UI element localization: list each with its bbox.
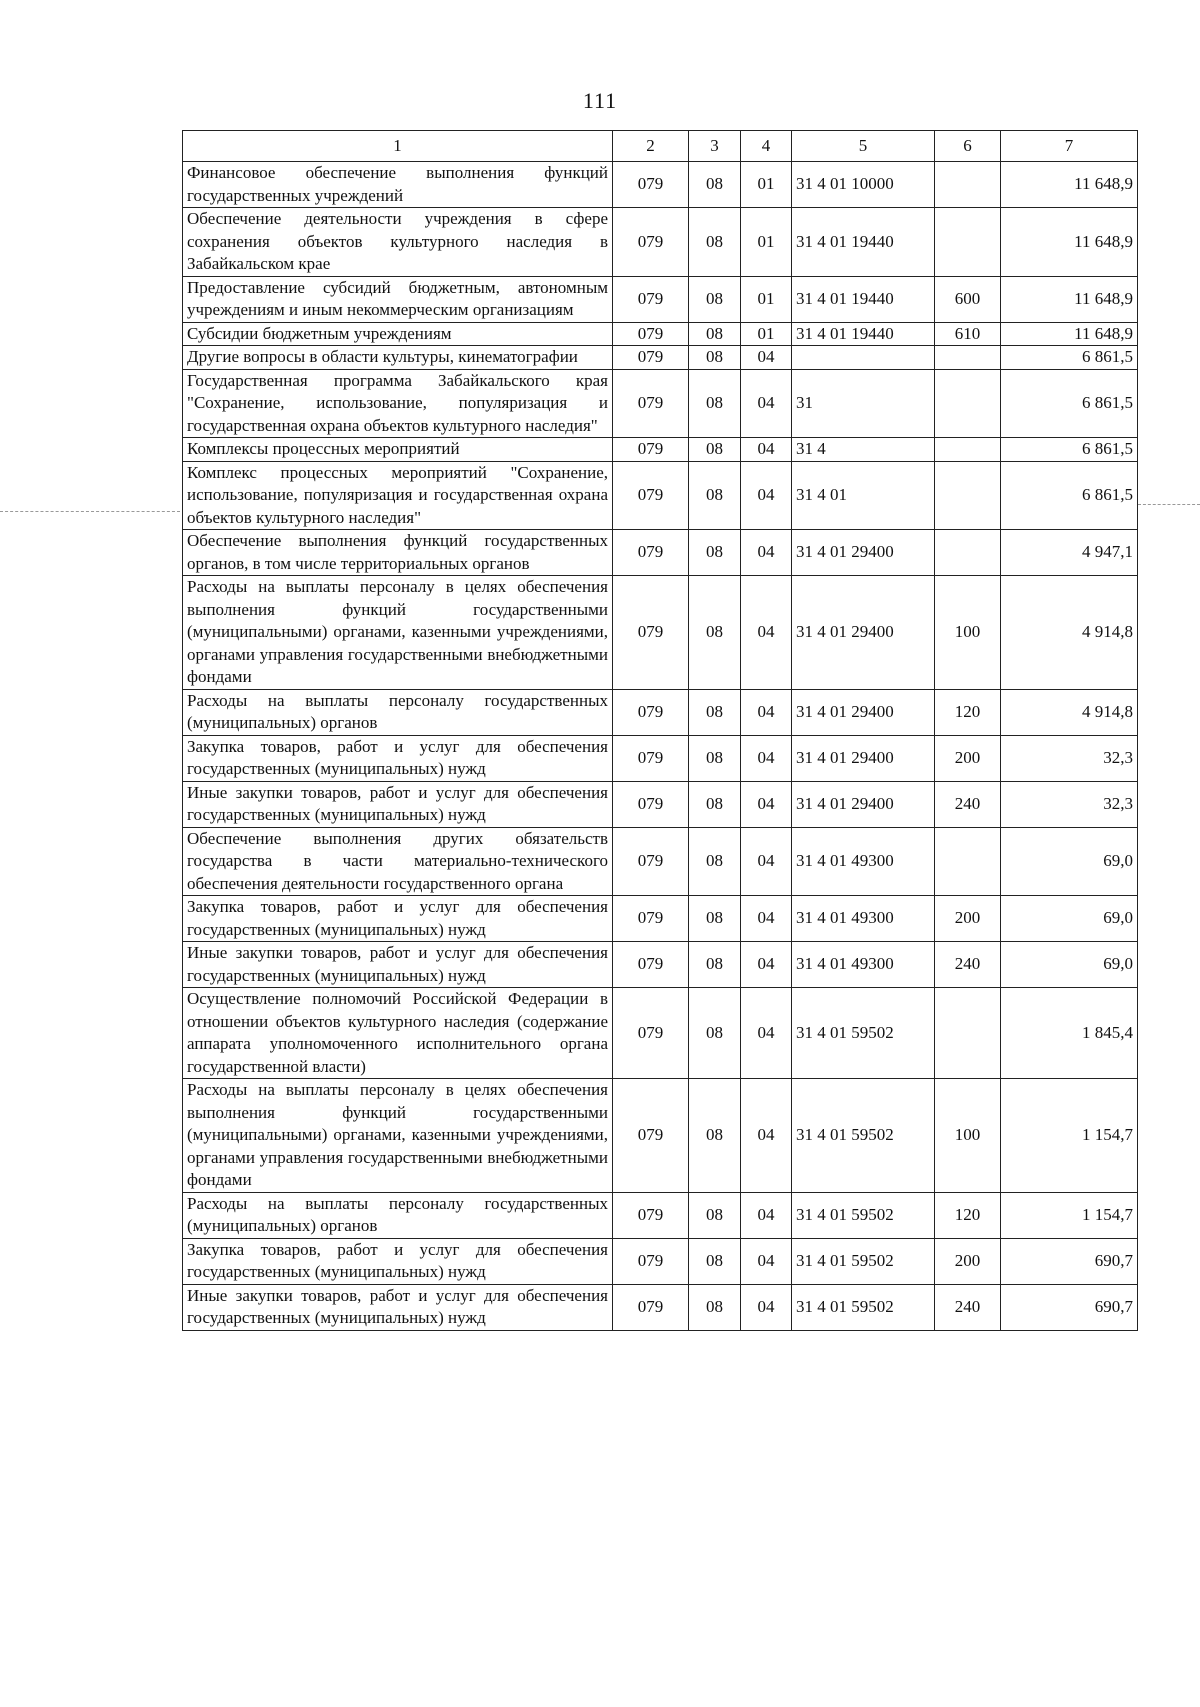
row-name: Государственная программа Забайкальского края "Сохранение, использование, популяризация и государственная охрана объектов культурного наследия" [183, 369, 613, 438]
row-subsection: 01 [741, 208, 792, 277]
row-amount: 6 861,5 [1001, 346, 1138, 370]
row-amount: 6 861,5 [1001, 369, 1138, 438]
row-name: Закупка товаров, работ и услуг для обеспечения государственных (муниципальных) нужд [183, 735, 613, 781]
row-amount: 4 914,8 [1001, 689, 1138, 735]
row-name: Осуществление полномочий Российской Федерации в отношении объектов культурного наследия (содержание аппарата уполномоченного исполнительного органа государственной власти) [183, 988, 613, 1079]
row-section: 08 [689, 208, 741, 277]
row-name: Комплекс процессных мероприятий "Сохранение, использование, популяризация и государственная охрана объектов культурного наследия" [183, 461, 613, 530]
row-expense-type: 600 [935, 276, 1001, 322]
row-target-article: 31 4 01 59502 [792, 1079, 935, 1193]
row-target-article: 31 4 01 29400 [792, 781, 935, 827]
column-header: 7 [1001, 131, 1138, 162]
row-expense-type [935, 827, 1001, 896]
row-amount: 32,3 [1001, 735, 1138, 781]
row-admin-code: 079 [613, 1238, 689, 1284]
column-header: 5 [792, 131, 935, 162]
row-admin-code: 079 [613, 276, 689, 322]
row-admin-code: 079 [613, 1284, 689, 1330]
row-subsection: 04 [741, 1238, 792, 1284]
row-target-article: 31 [792, 369, 935, 438]
table-row [183, 276, 1138, 322]
table-row [183, 1192, 1138, 1238]
row-expense-type: 240 [935, 781, 1001, 827]
row-expense-type [935, 162, 1001, 208]
row-section: 08 [689, 942, 741, 988]
row-subsection: 04 [741, 576, 792, 690]
row-admin-code: 079 [613, 896, 689, 942]
row-subsection: 04 [741, 438, 792, 462]
row-name: Комплексы процессных мероприятий [183, 438, 613, 462]
row-amount: 6 861,5 [1001, 438, 1138, 462]
row-amount: 6 861,5 [1001, 461, 1138, 530]
row-amount: 4 914,8 [1001, 576, 1138, 690]
row-amount: 1 845,4 [1001, 988, 1138, 1079]
row-expense-type: 240 [935, 1284, 1001, 1330]
table-row [183, 896, 1138, 942]
row-name: Финансовое обеспечение выполнения функций государственных учреждений [183, 162, 613, 208]
row-amount: 11 648,9 [1001, 276, 1138, 322]
row-expense-type [935, 461, 1001, 530]
row-target-article: 31 4 01 29400 [792, 576, 935, 690]
row-expense-type [935, 369, 1001, 438]
table-row [183, 162, 1138, 208]
row-section: 08 [689, 276, 741, 322]
table-row [183, 438, 1138, 462]
row-amount: 69,0 [1001, 827, 1138, 896]
row-admin-code: 079 [613, 576, 689, 690]
row-name: Предоставление субсидий бюджетным, автономным учреждениям и иным некоммерческим организациям [183, 276, 613, 322]
row-expense-type: 610 [935, 322, 1001, 346]
row-subsection: 04 [741, 689, 792, 735]
row-target-article: 31 4 01 19440 [792, 208, 935, 277]
row-admin-code: 079 [613, 461, 689, 530]
row-section: 08 [689, 689, 741, 735]
row-target-article: 31 4 01 19440 [792, 322, 935, 346]
row-section: 08 [689, 1238, 741, 1284]
table-row [183, 1079, 1138, 1193]
row-admin-code: 079 [613, 689, 689, 735]
row-subsection: 01 [741, 322, 792, 346]
row-admin-code: 079 [613, 988, 689, 1079]
table-row [183, 988, 1138, 1079]
row-subsection: 04 [741, 735, 792, 781]
row-expense-type [935, 438, 1001, 462]
row-target-article: 31 4 01 49300 [792, 827, 935, 896]
row-subsection: 04 [741, 896, 792, 942]
row-admin-code: 079 [613, 162, 689, 208]
scan-artifact-line-left [0, 511, 180, 512]
row-target-article: 31 4 01 59502 [792, 1284, 935, 1330]
table-row [183, 346, 1138, 370]
row-subsection: 04 [741, 530, 792, 576]
row-name: Обеспечение выполнения функций государственных органов, в том числе территориальных органов [183, 530, 613, 576]
row-target-article: 31 4 01 59502 [792, 988, 935, 1079]
table-row [183, 1238, 1138, 1284]
row-admin-code: 079 [613, 827, 689, 896]
row-section: 08 [689, 1192, 741, 1238]
column-header: 2 [613, 131, 689, 162]
row-section: 08 [689, 1079, 741, 1193]
table-row [183, 942, 1138, 988]
row-subsection: 01 [741, 162, 792, 208]
row-expense-type [935, 988, 1001, 1079]
table-row [183, 827, 1138, 896]
table-row [183, 208, 1138, 277]
row-admin-code: 079 [613, 322, 689, 346]
row-admin-code: 079 [613, 1079, 689, 1193]
row-subsection: 04 [741, 942, 792, 988]
row-name: Расходы на выплаты персоналу в целях обеспечения выполнения функций государственными (муниципальными) органами, казенными учреждениями, органами управления государственными внебюджетными фондами [183, 576, 613, 690]
table-row [183, 689, 1138, 735]
table-row [183, 1284, 1138, 1330]
row-expense-type: 120 [935, 1192, 1001, 1238]
row-target-article: 31 4 01 29400 [792, 530, 935, 576]
row-target-article: 31 4 01 59502 [792, 1192, 935, 1238]
row-subsection: 04 [741, 346, 792, 370]
row-admin-code: 079 [613, 530, 689, 576]
table-row [183, 735, 1138, 781]
row-subsection: 04 [741, 369, 792, 438]
row-expense-type: 100 [935, 576, 1001, 690]
row-admin-code: 079 [613, 942, 689, 988]
row-section: 08 [689, 735, 741, 781]
row-target-article: 31 4 01 59502 [792, 1238, 935, 1284]
row-amount: 69,0 [1001, 896, 1138, 942]
row-admin-code: 079 [613, 369, 689, 438]
row-section: 08 [689, 896, 741, 942]
row-section: 08 [689, 369, 741, 438]
row-admin-code: 079 [613, 1192, 689, 1238]
row-expense-type: 100 [935, 1079, 1001, 1193]
row-name: Субсидии бюджетным учреждениям [183, 322, 613, 346]
row-target-article: 31 4 [792, 438, 935, 462]
row-amount: 1 154,7 [1001, 1192, 1138, 1238]
budget-table [182, 130, 1138, 1331]
table-row [183, 530, 1138, 576]
table-row [183, 461, 1138, 530]
row-amount: 69,0 [1001, 942, 1138, 988]
row-amount: 690,7 [1001, 1238, 1138, 1284]
row-section: 08 [689, 827, 741, 896]
row-subsection: 04 [741, 1192, 792, 1238]
row-target-article: 31 4 01 49300 [792, 942, 935, 988]
row-admin-code: 079 [613, 346, 689, 370]
row-target-article: 31 4 01 29400 [792, 735, 935, 781]
row-expense-type [935, 346, 1001, 370]
row-subsection: 04 [741, 461, 792, 530]
row-name: Закупка товаров, работ и услуг для обеспечения государственных (муниципальных) нужд [183, 896, 613, 942]
row-name: Расходы на выплаты персоналу государственных (муниципальных) органов [183, 1192, 613, 1238]
row-expense-type: 120 [935, 689, 1001, 735]
row-admin-code: 079 [613, 781, 689, 827]
row-expense-type: 200 [935, 896, 1001, 942]
row-name: Обеспечение деятельности учреждения в сфере сохранения объектов культурного наследия в Забайкальском крае [183, 208, 613, 277]
row-expense-type: 200 [935, 735, 1001, 781]
row-section: 08 [689, 530, 741, 576]
row-name: Расходы на выплаты персоналу в целях обеспечения выполнения функций государственными (муниципальными) органами, казенными учреждениями, органами управления государственными внебюджетными фондами [183, 1079, 613, 1193]
row-name: Иные закупки товаров, работ и услуг для обеспечения государственных (муниципальных) нужд [183, 1284, 613, 1330]
table-row [183, 322, 1138, 346]
row-section: 08 [689, 162, 741, 208]
row-section: 08 [689, 781, 741, 827]
column-header: 4 [741, 131, 792, 162]
row-admin-code: 079 [613, 735, 689, 781]
row-section: 08 [689, 1284, 741, 1330]
table-row [183, 369, 1138, 438]
row-name: Иные закупки товаров, работ и услуг для обеспечения государственных (муниципальных) нужд [183, 942, 613, 988]
column-header: 6 [935, 131, 1001, 162]
row-target-article: 31 4 01 49300 [792, 896, 935, 942]
row-target-article [792, 346, 935, 370]
row-admin-code: 079 [613, 438, 689, 462]
row-name: Расходы на выплаты персоналу государственных (муниципальных) органов [183, 689, 613, 735]
column-header-row [183, 131, 1138, 162]
row-name: Другие вопросы в области культуры, кинематографии [183, 346, 613, 370]
row-subsection: 04 [741, 827, 792, 896]
row-subsection: 01 [741, 276, 792, 322]
row-target-article: 31 4 01 [792, 461, 935, 530]
row-section: 08 [689, 438, 741, 462]
row-target-article: 31 4 01 10000 [792, 162, 935, 208]
row-expense-type [935, 208, 1001, 277]
column-header: 1 [183, 131, 613, 162]
row-amount: 4 947,1 [1001, 530, 1138, 576]
table-row [183, 576, 1138, 690]
row-section: 08 [689, 576, 741, 690]
row-amount: 11 648,9 [1001, 162, 1138, 208]
table-row [183, 781, 1138, 827]
row-amount: 690,7 [1001, 1284, 1138, 1330]
row-section: 08 [689, 322, 741, 346]
row-target-article: 31 4 01 29400 [792, 689, 935, 735]
row-name: Обеспечение выполнения других обязательств государства в части материально-технического обеспечения деятельности государственного органа [183, 827, 613, 896]
column-header: 3 [689, 131, 741, 162]
row-subsection: 04 [741, 1284, 792, 1330]
row-amount: 11 648,9 [1001, 322, 1138, 346]
row-section: 08 [689, 346, 741, 370]
row-name: Закупка товаров, работ и услуг для обеспечения государственных (муниципальных) нужд [183, 1238, 613, 1284]
scan-artifact-line-right [1138, 504, 1200, 505]
page-number: 111 [582, 88, 618, 113]
row-subsection: 04 [741, 781, 792, 827]
row-expense-type [935, 530, 1001, 576]
row-expense-type: 240 [935, 942, 1001, 988]
row-admin-code: 079 [613, 208, 689, 277]
row-target-article: 31 4 01 19440 [792, 276, 935, 322]
row-subsection: 04 [741, 988, 792, 1079]
row-amount: 32,3 [1001, 781, 1138, 827]
row-expense-type: 200 [935, 1238, 1001, 1284]
row-section: 08 [689, 461, 741, 530]
row-subsection: 04 [741, 1079, 792, 1193]
row-section: 08 [689, 988, 741, 1079]
row-amount: 11 648,9 [1001, 208, 1138, 277]
row-amount: 1 154,7 [1001, 1079, 1138, 1193]
row-name: Иные закупки товаров, работ и услуг для обеспечения государственных (муниципальных) нужд [183, 781, 613, 827]
